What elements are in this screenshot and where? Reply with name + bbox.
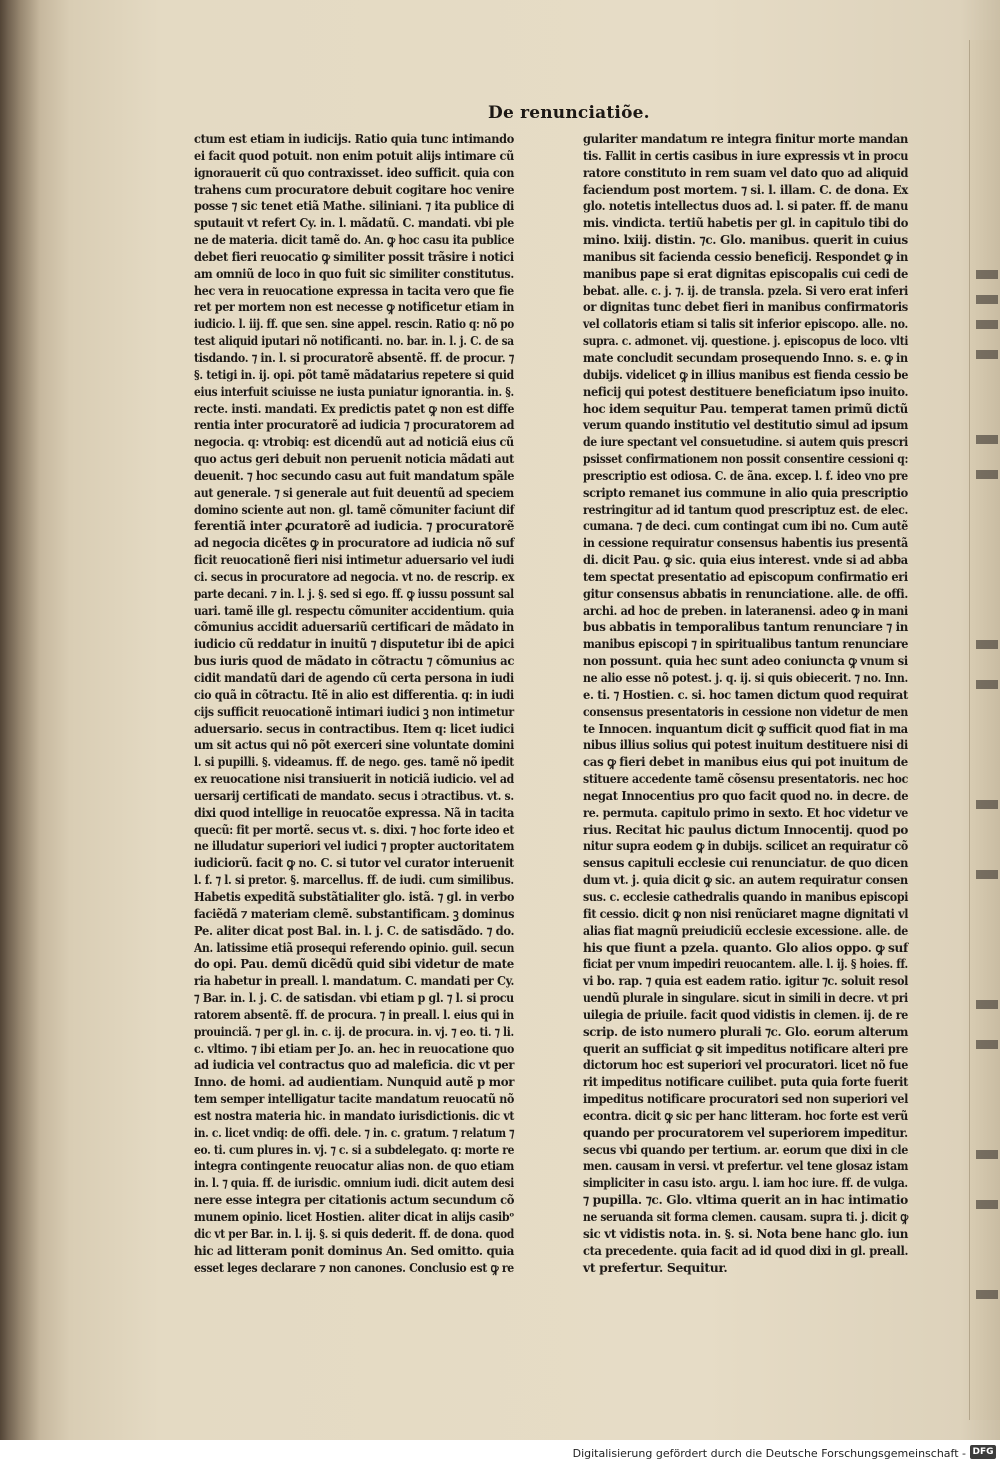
text-line: his que fiunt a pzela. quanto. Glo alios oppo. ꝙ suf [583,939,908,955]
text-line: esset leges declarare ⁊ non canones. Conclusio est ꝙ re [194,1259,514,1275]
text-line: iudiciorũ. facit ꝙ no. C. si tutor vel curator interuenit [194,855,514,871]
facing-page-edge [969,40,1000,1420]
footer-credit: Digitalisierung gefördert durch die Deutsche Forschungsgemeinschaft - [572,1447,966,1460]
text-line: vt prefertur. Sequitur. [583,1259,728,1275]
text-line: bus iuris quod de mãdato in cõtractu ⁊ cõmunius ac [194,653,515,669]
text-line: nitur supra eodem ꝙ in dubijs. scilicet an requiratur cõ [583,838,908,854]
text-line: querit an sufficiat ꝙ sit impeditus notificare alteri pre [583,1040,909,1056]
text-line: ret per mortem non est necesse ꝙ notificetur etiam in [194,299,515,315]
text-line: eo. ti. cum plures in. vj. ⁊ c. si a subdelegato. q: morte re [194,1141,515,1157]
text-line: de iure spectant vel consuetudine. si autem quis prescri [583,434,908,450]
text-line: sensus capituli ecclesie cui renunciatur. de quo dicen [583,855,909,871]
text-line: negat Innocentius pro quo facit quod no. in decre. de [583,787,909,803]
text-line: prouinciã. ⁊ per gl. in. c. ij. de procura. in. vj. ⁊ eo. ti. ⁊ li. [194,1023,514,1039]
text-line: or dignitas tunc debet fieri in manibus confirmatoris [583,299,908,315]
text-line: secus vbi quando per tertium. ar. eorum que dixi in cle [583,1141,909,1157]
text-line: rit impeditus notificare cuilibet. puta quia forte fuerit [583,1074,909,1090]
text-line: hoc idem sequitur Pau. temperat tamen primũ dictũ [583,400,908,416]
text-line: integra contingente reuocatur alias non. de quo etiam [194,1158,514,1174]
text-line: ficiat per vnum impediri reuocantem. alle. l. ij. § hoies. ff. [583,956,908,972]
text-line: manibus pape si erat dignitas episcopalis cui cedi de [583,265,909,281]
text-line: bus abbatis in temporalibus tantum renunciare ⁊ in [583,619,909,635]
text-line: dum vt. j. quia dicit ꝙ sic. an autem requiratur consen [583,872,908,888]
text-line: prescriptio est odiosa. C. de ãna. excep. l. f. ideo vno pre [583,467,908,483]
text-line: iudicio cũ reddatur in inuitũ ⁊ disputetur ibi de apici [194,636,515,652]
text-line: Habetis expeditã substãtialiter glo. istã. ⁊ gl. in verbo [194,888,515,904]
text-line: tem spectat presentatio ad episcopum confirmatio eri [583,568,908,584]
text-line: ne de materia. dicit tamẽ do. An. ꝙ hoc casu ita publice [194,232,515,248]
left-text-column [194,131,514,1276]
text-line: manibus sit facienda cessio beneficij. Respondet ꝙ in [583,248,909,264]
text-line: munem opinio. licet Hostien. aliter dicat in alijs casibᵒ [194,1209,515,1224]
facing-page-fragment [976,1040,998,1049]
text-line: cas ꝙ fieri debet in manibus eius qui pot inuitum de [583,754,908,770]
text-line: uari. tamẽ ille gl. respectu cõmuniter accidentium. quia [194,602,514,618]
text-line: in. c. licet vndiq: de offi. dele. ⁊ in. c. gratum. ⁊ relatum ⁊ [194,1124,515,1140]
running-head: De renunciatiõe. [488,103,650,123]
text-line: nibus illius solius qui potest inuitum destituere nisi di [583,737,908,753]
text-line: psisset confirmationem non possit consentire cessioni q: [583,451,909,467]
text-line: impeditus notificare procuratori sed non superiori vel [583,1091,909,1107]
text-line: ei facit quod potuit. non enim potuit alijs intimare cũ [194,147,514,163]
text-line: gitur consensus abbatis in renunciatione. alle. de offi. [583,585,908,601]
text-line: dictorum hoc est superiori vel procuratori. licet nõ fue [583,1057,908,1073]
text-line: scrip. de isto numero plurali ⁊c. Glo. eorum alterum [583,1023,909,1039]
text-line: hec vera in reuocatione expressa in tacita vero que fie [194,282,514,298]
text-line: mino. lxiij. distin. ⁊c. Glo. manibus. querit in cuius [583,232,908,248]
text-line: posse ⁊ sic tenet etiã Mathe. siliniani. ⁊ ita publice di [194,198,515,214]
digitization-footer [0,1440,1000,1466]
text-line: iudicio. l. iij. ff. que sen. sine appel. rescin. Ratio q: nõ po [194,316,514,332]
facing-page-fragment [976,270,998,279]
text-line: rius. Recitat hic paulus dictum Innocentij. quod po [583,821,908,837]
text-line: uendũ plurale in singulare. sicut in simili in decre. vt pri [583,990,908,1006]
text-line: scripto remanet ius commune in alio quia prescriptio [583,484,908,500]
text-line: faciẽdã ⁊ materiam clemẽ. substantificam. ꝫ dominus [194,905,515,921]
text-line: negocia. q: vtrobiq: est dicendũ aut ad noticiã eius cũ [194,434,514,450]
text-line: eius interfuit sciuisse ne iusta puniatur ignorantia. in. §. [194,383,514,399]
facing-page-fragment [976,1150,998,1159]
text-line: tis. Fallit in certis casibus in iure expressis vt in procu [583,147,909,163]
text-line: sputauit vt refert Cy. in. l. mãdatũ. C. mandati. vbi ple [194,215,514,231]
text-line: consensus presentatoris in cessione non videtur de men [583,703,908,719]
text-line: domino sciente aut non. gl. tamẽ cõmuniter faciunt dif [194,501,515,517]
text-line: An. latissime etiã prosequi referendo opinio. guil. secun [194,939,515,955]
text-line: re. permuta. capitulo primo in sexto. Et hoc videtur ve [583,804,908,820]
text-line: test aliquid iputari nõ notificanti. no. bar. in. l. j. C. de sa [194,333,514,349]
text-line: dixi quod intellige in reuocatõe expressa. Nã in tacita [194,804,515,820]
text-line: rentia inter procuratorẽ ad iudicia ⁊ procuratorem ad [194,417,515,433]
text-line: ignorauerit cũ quo contraxisset. ideo sufficit. quia con [194,164,515,180]
text-line: archi. ad hoc de preben. in lateranensi. adeo ꝙ in mani [583,602,908,618]
text-line: ⁊ pupilla. ⁊c. Glo. vltima querit an in hac intimatio [583,1192,908,1208]
text-line: hic ad litteram ponit dominus An. Sed omitto. quia [194,1242,515,1258]
text-line: parte decani. ⁊ in. l. j. §. sed si ego. ff. ꝙ iussu possunt sal [194,585,514,601]
text-line: nere esse integra per citationis actum secundum cõ [194,1192,515,1208]
text-line: debet fieri reuocatio ꝙ similiter possit trãsire i notici [194,248,514,264]
facing-page-fragment [976,1200,998,1209]
text-line: ne seruanda sit forma clemen. causam. supra ti. j. dicit ꝙ [583,1209,908,1224]
text-line: dic vt per Bar. in. l. ij. §. si quis dederit. ff. de dona. quod [194,1225,514,1241]
text-line: recte. insti. mandati. Ex predictis patet ꝙ non est diffe [194,400,515,416]
text-line: uersarij certificati de mandato. secus i ɔtractibus. vt. s. [194,787,514,803]
text-line: e. ti. ⁊ Hostien. c. si. hoc tamen dictum quod requirat [583,686,908,702]
text-line: Pe. aliter dicat post Bal. in. l. j. C. de satisdãdo. ⁊ do. [194,922,515,938]
text-line: cõmunius accidit aduersariũ certificari de mãdato in [194,619,514,635]
text-line: manibus episcopi ⁊ in spiritualibus tantum renunciare [583,636,909,652]
text-line: ficit reuocationẽ fieri nisi intimetur aduersario vel iudi [194,552,514,568]
text-line: ⁊ Bar. in. l. j. C. de satisdan. vbi etiam p gl. ⁊ l. si procu [194,990,514,1006]
text-line: do opi. Pau. demũ dicẽdũ quid sibi videtur de mate [194,956,514,972]
text-line: l. f. ⁊ l. si pretor. §. marcellus. ff. de iudi. cum similibus. [194,872,514,888]
text-line: ad iudicia vel contractus quo ad maleficia. dic vt per [194,1057,515,1073]
text-line: gulariter mandatum re integra finitur morte mandan [583,131,909,146]
text-line: cidit mandatũ dari de agendo cũ certa persona in iudi [194,670,514,685]
text-line: ci. secus in procuratore ad negocia. vt no. de rescrip. ex [194,568,515,584]
text-line: l. si pupilli. §. videamus. ff. de nego. ges. tamẽ nõ ipedit [194,754,514,770]
text-line: ratorem absentẽ. ff. de procura. ⁊ in preall. l. eius qui in [194,1006,514,1022]
text-line: cio quã in cõtractu. Itẽ in alio est differentia. q: in iudi [194,686,514,702]
text-line: in. l. ⁊ quia. ff. de iurisdic. omnium iudi. dicit autem desi [194,1175,514,1191]
text-line: ne alio esse nõ potest. j. q. ij. si quis obiecerit. ⁊ no. Inn. [583,670,909,685]
text-line: te Innocen. inquantum dicit ꝙ sufficit quod fiat in ma [583,720,908,736]
text-line: stituere accedente tamẽ cõsensu presentatoris. nec hoc [583,771,908,787]
text-line: restringitur ad id tantum quod prescriptuz est. de elec. [583,501,909,517]
text-line: cijs sufficit reuocationẽ intimari iudici ꝫ non intimetur [194,703,514,719]
text-line: ria habetur in preall. l. mandatum. C. mandati per Cy. [194,973,515,989]
text-line: trahens cum procuratore debuit cogitare hoc venire [194,181,515,197]
text-line: mate concludit secundam prosequendo Inno. s. e. ꝙ in [583,349,908,365]
facing-page-fragment [976,1000,998,1009]
text-line: am omniũ de loco in quo fuit sic similiter constitutus. [194,265,514,281]
text-line: simpliciter in casu isto. argu. l. iam hoc iure. ff. de vulga. [583,1175,908,1191]
text-line: faciendum post mortem. ⁊ si. l. illam. C. de dona. Ex [583,181,908,197]
text-line: in cessione requiratur consensus habentis ius presentã [583,535,909,551]
text-line: glo. notetis intellectus duos ad. l. si pater. ff. de manu [583,198,909,214]
text-line: bebat. alle. c. j. ⁊. ij. de transla. pzela. Si vero erat inferi [583,282,909,298]
text-line: sus. c. ecclesie cathedralis quando in manibus episcopi [583,888,909,904]
text-line: ex reuocatione nisi transiuerit in noticiã iudicio. vel ad [194,771,515,787]
facing-page-fragment [976,640,998,649]
facing-page-fragment [976,800,998,809]
text-line: supra. c. admonet. vij. questione. j. episcopus de loco. vlti [583,333,909,349]
text-line: vi bo. rap. ⁊ quia est eadem ratio. igitur ⁊c. soluit resol [583,973,909,989]
text-line: ne illudatur superiori vel iudici ⁊ propter auctoritatem [194,838,515,854]
text-line: cumana. ⁊ de deci. cum contingat cum ibi no. Cum autẽ [583,518,908,534]
text-line: um sit actus qui nõ põt exerceri sine voluntate domini [194,737,515,753]
facing-page-fragment [976,320,998,329]
facing-page-fragment [976,470,998,479]
text-line: ad negocia dicẽtes ꝙ in procuratore ad iudicia nõ suf [194,535,515,551]
text-line: dubijs. videlicet ꝙ in illius manibus est fienda cessio be [583,366,909,382]
text-line: tisdando. ⁊ in. l. si procuratorẽ absentẽ. ff. de procur. ⁊ [194,349,514,365]
text-line: quecũ: fit per mortẽ. secus vt. s. dixi. ⁊ hoc forte ideo et [194,821,515,837]
facing-page-fragment [976,295,998,304]
text-line: cta precedente. quia facit ad id quod dixi in gl. preall. [583,1242,909,1258]
facing-page-fragment [976,435,998,444]
text-line: uilegia de priuile. facit quod vidistis in clemen. ij. de re [583,1006,908,1022]
text-line: econtra. dicit ꝙ sic per hanc litteram. hoc forte est verũ [583,1107,908,1123]
text-line: di. dicit Pau. ꝙ sic. quia eius interest. vnde si ad abba [583,552,908,568]
text-line: fit cessio. dicit ꝙ non nisi renũciaret magne dignitati vl [583,905,909,921]
text-line: c. vltimo. ⁊ ibi etiam per Jo. an. hec in reuocatione quo [194,1040,515,1056]
text-line: deuenit. ⁊ hoc secundo casu aut fuit mandatum spãle [194,467,515,483]
text-line: quando per procuratorem vel superiorem impeditur. [583,1124,908,1140]
text-line: est nostra materia hic. in mandato iurisdictionis. dic vt [194,1107,515,1123]
facing-page-fragment [976,680,998,689]
text-line: mis. vindicta. tertiũ habetis per gl. in capitulo tibi do [583,215,909,231]
text-line: non possunt. quia hec sunt adeo coniuncta ꝙ vnum si [583,653,908,669]
text-line: quo actus geri debuit non peruenit noticia mãdati aut [194,451,514,467]
text-line: ferentiã inter ꝓcuratorẽ ad iudicia. ⁊ procuratorẽ [194,518,515,534]
text-line: aut generale. ⁊ si generale aut fuit deuentũ ad speciem [194,484,514,500]
facing-page-fragment [976,350,998,359]
text-line: tem semper intelligatur tacite mandatum reuocatũ nõ [194,1091,515,1107]
right-text-column [583,131,908,1276]
text-line: verum quando institutio vel destitutio simul ad ipsum [583,417,909,433]
text-line: alias fiat magnũ preiudiciũ ecclesie excessione. alle. de [583,922,908,938]
text-line: aduersario. secus in contractibus. Item q: licet iudici [194,720,515,736]
text-line: ctum est etiam in iudicijs. Ratio quia tunc intimando [194,131,514,146]
gutter-shadow [0,0,40,1440]
text-line: Inno. de homi. ad audientiam. Nunquid autẽ p mor [194,1074,515,1090]
text-line: neficij qui potest destituere beneficiatum ipso inuito. [583,383,909,399]
text-line: sic vt vidistis nota. in. §. si. Nota bene hanc glo. iun [583,1225,909,1241]
dfg-logo-icon: DFG [970,1445,996,1459]
text-line: §. tetigi in. ij. opi. põt tamẽ mãdatarius repetere si quid [194,366,514,382]
text-line: vel collatoris etiam si talis sit inferior episcopo. alle. no. [583,316,908,332]
facing-page-fragment [976,1290,998,1299]
facing-page-fragment [976,870,998,879]
text-line: men. causam in versi. vt prefertur. vel tene glosaz istam [583,1158,909,1174]
text-line: ratore constituto in rem suam vel dato quo ad aliquid [583,164,909,180]
